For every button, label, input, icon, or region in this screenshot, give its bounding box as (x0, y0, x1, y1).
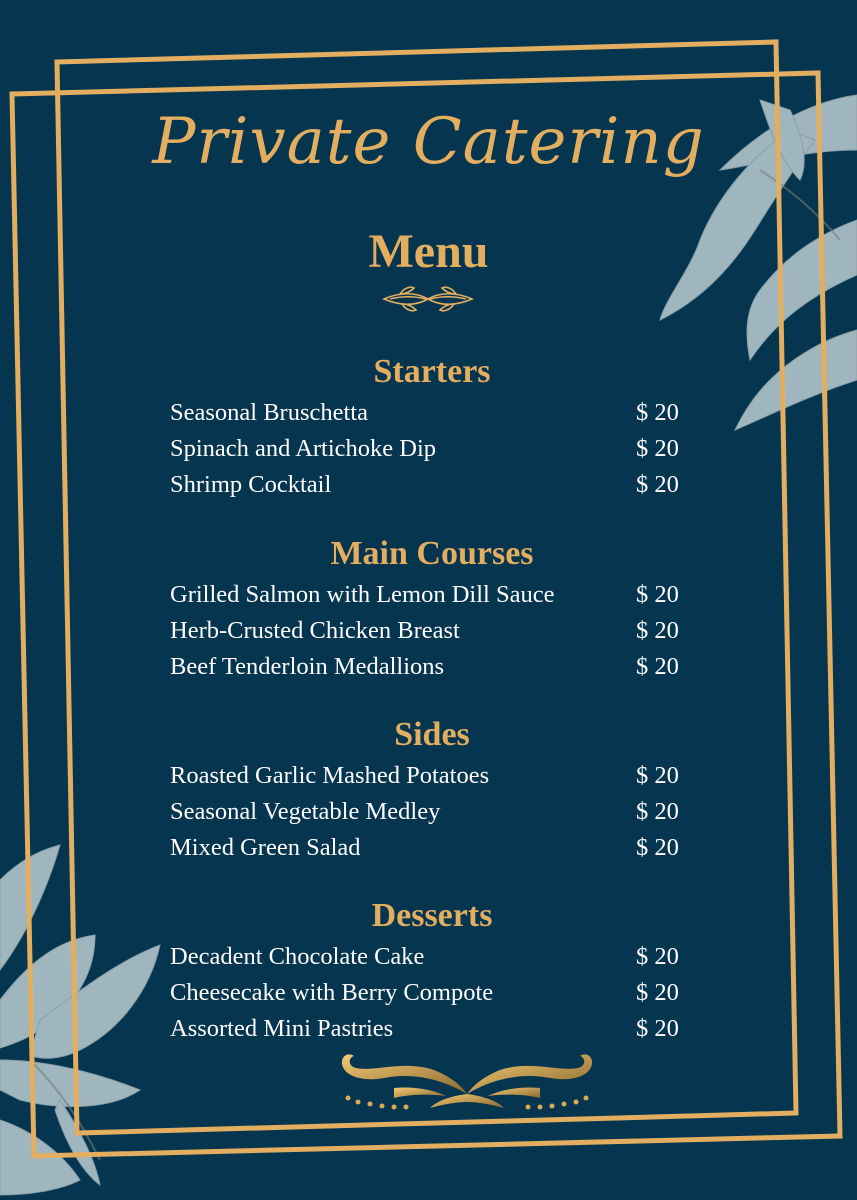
item-name: Assorted Mini Pastries (170, 1015, 394, 1042)
section-title: Main Courses (330, 535, 534, 572)
leaf-ornament-icon (380, 282, 476, 316)
section-title: Desserts (371, 897, 493, 934)
menu-item (170, 830, 682, 866)
item-price: $ 20 (636, 979, 679, 1006)
item-price: $ 20 (636, 762, 679, 789)
section-main-courses (170, 537, 682, 685)
menu-item (170, 794, 682, 830)
menu-item (170, 939, 682, 975)
item-price: $ 20 (636, 943, 679, 970)
section-desserts (170, 899, 682, 1047)
item-name: Beef Tenderloin Medallions (170, 653, 445, 680)
item-name: Seasonal Vegetable Medley (170, 798, 441, 825)
item-price: $ 20 (636, 1015, 679, 1042)
item-price: $ 20 (636, 798, 679, 825)
menu-item (170, 577, 682, 613)
menu-item (170, 1011, 682, 1047)
item-name: Shrimp Cocktail (170, 471, 332, 498)
item-name: Herb-Crusted Chicken Breast (170, 617, 460, 644)
item-price: $ 20 (636, 653, 679, 680)
section-title: Starters (373, 353, 491, 390)
item-price: $ 20 (636, 834, 679, 861)
menu-item (170, 975, 682, 1011)
menu-item (170, 431, 682, 467)
menu-subtitle: Menu (368, 225, 489, 278)
menu-item (170, 395, 682, 431)
item-price: $ 20 (636, 617, 679, 644)
item-price: $ 20 (636, 471, 679, 498)
menu-item (170, 467, 682, 503)
section-title: Sides (394, 716, 470, 753)
menu-item (170, 758, 682, 794)
item-name: Mixed Green Salad (170, 834, 361, 861)
item-price: $ 20 (636, 399, 679, 426)
item-name: Decadent Chocolate Cake (170, 943, 425, 970)
item-name: Spinach and Artichoke Dip (170, 435, 437, 462)
item-price: $ 20 (636, 581, 679, 608)
menu-item (170, 613, 682, 649)
item-name: Seasonal Bruschetta (170, 399, 368, 426)
item-name: Grilled Salmon with Lemon Dill Sauce (170, 581, 555, 608)
menu-title: Private Catering (152, 105, 705, 179)
section-sides (170, 718, 682, 866)
menu-item (170, 649, 682, 685)
section-starters (170, 355, 682, 503)
item-price: $ 20 (636, 435, 679, 462)
item-name: Cheesecake with Berry Compote (170, 979, 494, 1006)
scroll-ornament-icon (334, 1050, 600, 1118)
item-name: Roasted Garlic Mashed Potatoes (170, 762, 490, 789)
